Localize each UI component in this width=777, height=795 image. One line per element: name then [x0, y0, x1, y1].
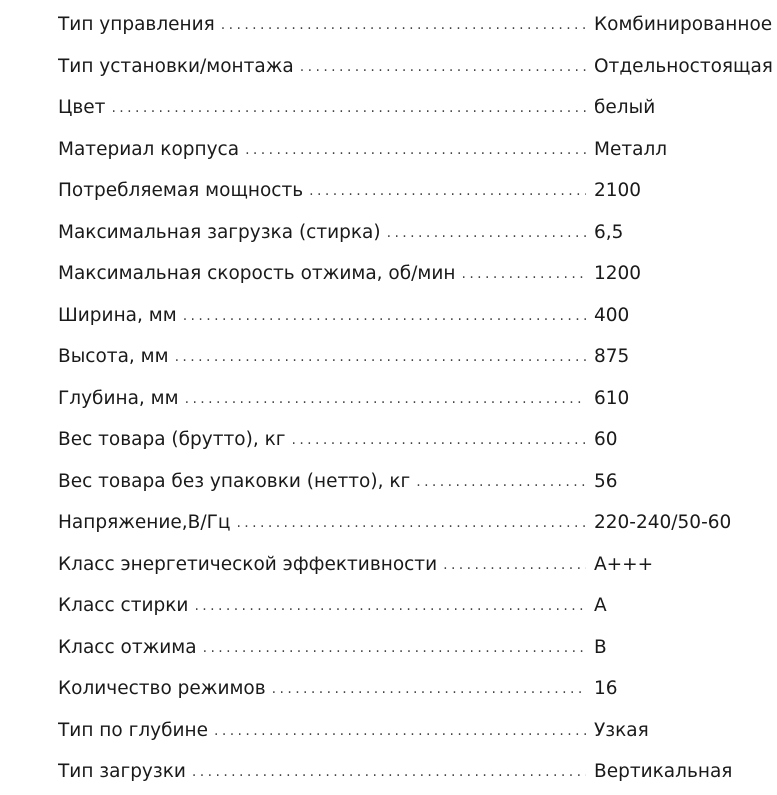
- spec-value: A: [594, 595, 607, 616]
- spec-label-wrap: [58, 544, 586, 588]
- dot-leader: [300, 47, 586, 89]
- spec-row-wash-class: [58, 585, 777, 627]
- spec-row-load-type: [58, 751, 777, 793]
- spec-label-wrap: [58, 419, 586, 463]
- spec-label: Глубина, мм: [58, 387, 179, 409]
- spec-row-depth-type: [58, 710, 777, 752]
- spec-label: Высота, мм: [58, 346, 169, 367]
- spec-row-spin-class: [58, 627, 777, 669]
- dot-leader: [416, 462, 586, 504]
- spec-value: 220-240/50-60: [594, 512, 732, 533]
- dot-leader: [461, 254, 586, 296]
- dot-leader: [387, 213, 586, 255]
- spec-value: белый: [594, 97, 656, 118]
- spec-value: 60: [594, 429, 618, 450]
- spec-label-wrap: [58, 336, 586, 380]
- spec-label-wrap: [58, 46, 586, 90]
- spec-label: Тип загрузки: [58, 761, 186, 782]
- spec-row-max-spin-speed: [58, 253, 777, 295]
- spec-label-wrap: [58, 461, 586, 505]
- spec-value: Отдельностоящая: [594, 55, 773, 77]
- spec-label-wrap: [58, 170, 586, 214]
- spec-label-wrap: [58, 627, 586, 671]
- spec-label: Максимальная загрузка (стирка): [58, 221, 381, 243]
- spec-label: Ширина, мм: [58, 304, 177, 326]
- spec-value: A+++: [594, 553, 654, 575]
- spec-row-height: [58, 336, 777, 378]
- specifications-list: [58, 4, 777, 793]
- dot-leader: [443, 545, 586, 587]
- dot-leader: [309, 171, 586, 213]
- dot-leader: [272, 669, 586, 711]
- spec-row-max-load: [58, 212, 777, 254]
- spec-label: Класс энергетической эффективности: [58, 553, 438, 575]
- spec-row-color: [58, 87, 777, 129]
- spec-value: Металл: [594, 138, 668, 160]
- dot-leader: [245, 130, 586, 172]
- spec-value: 610: [594, 387, 630, 409]
- spec-label: Класс стирки: [58, 595, 189, 616]
- spec-value: 56: [594, 470, 618, 492]
- spec-label: Класс отжима: [58, 636, 197, 658]
- spec-value: Узкая: [594, 719, 649, 741]
- spec-value: 2100: [594, 180, 642, 201]
- spec-row-program-count: [58, 668, 777, 710]
- spec-label: Количество режимов: [58, 678, 266, 699]
- spec-row-voltage: [58, 502, 777, 544]
- spec-value: Вертикальная: [594, 761, 733, 782]
- spec-label: Тип установки/монтажа: [58, 55, 294, 77]
- spec-label-wrap: [58, 585, 586, 629]
- spec-label-wrap: [58, 212, 586, 256]
- spec-label: Тип по глубине: [58, 719, 208, 741]
- spec-label-wrap: [58, 253, 586, 297]
- spec-value: Комбинированное: [594, 14, 773, 35]
- spec-label-wrap: [58, 378, 586, 422]
- spec-label: Тип управления: [58, 14, 215, 35]
- dot-leader: [214, 711, 586, 753]
- spec-row-width: [58, 295, 777, 337]
- spec-row-energy-class: [58, 544, 777, 586]
- dot-leader: [203, 628, 586, 670]
- dot-leader: [194, 586, 586, 628]
- spec-label: Вес товара без упаковки (нетто), кг: [58, 470, 411, 492]
- spec-row-body-material: [58, 129, 777, 171]
- dot-leader: [175, 337, 586, 379]
- spec-label: Материал корпуса: [58, 138, 240, 160]
- dot-leader: [183, 296, 586, 338]
- spec-row-installation-type: [58, 46, 777, 88]
- spec-label-wrap: [58, 295, 586, 339]
- spec-label: Вес товара (брутто), кг: [58, 429, 286, 450]
- spec-label-wrap: [58, 87, 586, 131]
- spec-label: Цвет: [58, 97, 106, 118]
- spec-value: 6,5: [594, 221, 624, 243]
- dot-leader: [185, 379, 586, 421]
- spec-label-wrap: [58, 4, 586, 48]
- spec-label-wrap: [58, 668, 586, 712]
- spec-row-power-consumption: [58, 170, 777, 212]
- dot-leader: [236, 503, 586, 545]
- spec-label-wrap: [58, 710, 586, 754]
- spec-value: 16: [594, 678, 618, 699]
- spec-row-net-weight: [58, 461, 777, 503]
- spec-value: 400: [594, 304, 630, 326]
- spec-row-depth: [58, 378, 777, 420]
- spec-label-wrap: [58, 751, 586, 795]
- spec-row-control-type: [58, 4, 777, 46]
- spec-row-gross-weight: [58, 419, 777, 461]
- dot-leader: [192, 752, 586, 794]
- spec-value: 875: [594, 346, 630, 367]
- spec-value: B: [594, 636, 607, 658]
- spec-label: Максимальная скорость отжима, об/мин: [58, 263, 456, 284]
- dot-leader: [111, 88, 586, 130]
- spec-value: 1200: [594, 263, 642, 284]
- spec-label-wrap: [58, 129, 586, 173]
- spec-label: Потребляемая мощность: [58, 180, 304, 201]
- spec-label: Напряжение,В/Гц: [58, 512, 231, 533]
- dot-leader: [291, 420, 586, 462]
- spec-label-wrap: [58, 502, 586, 546]
- dot-leader: [221, 5, 586, 47]
